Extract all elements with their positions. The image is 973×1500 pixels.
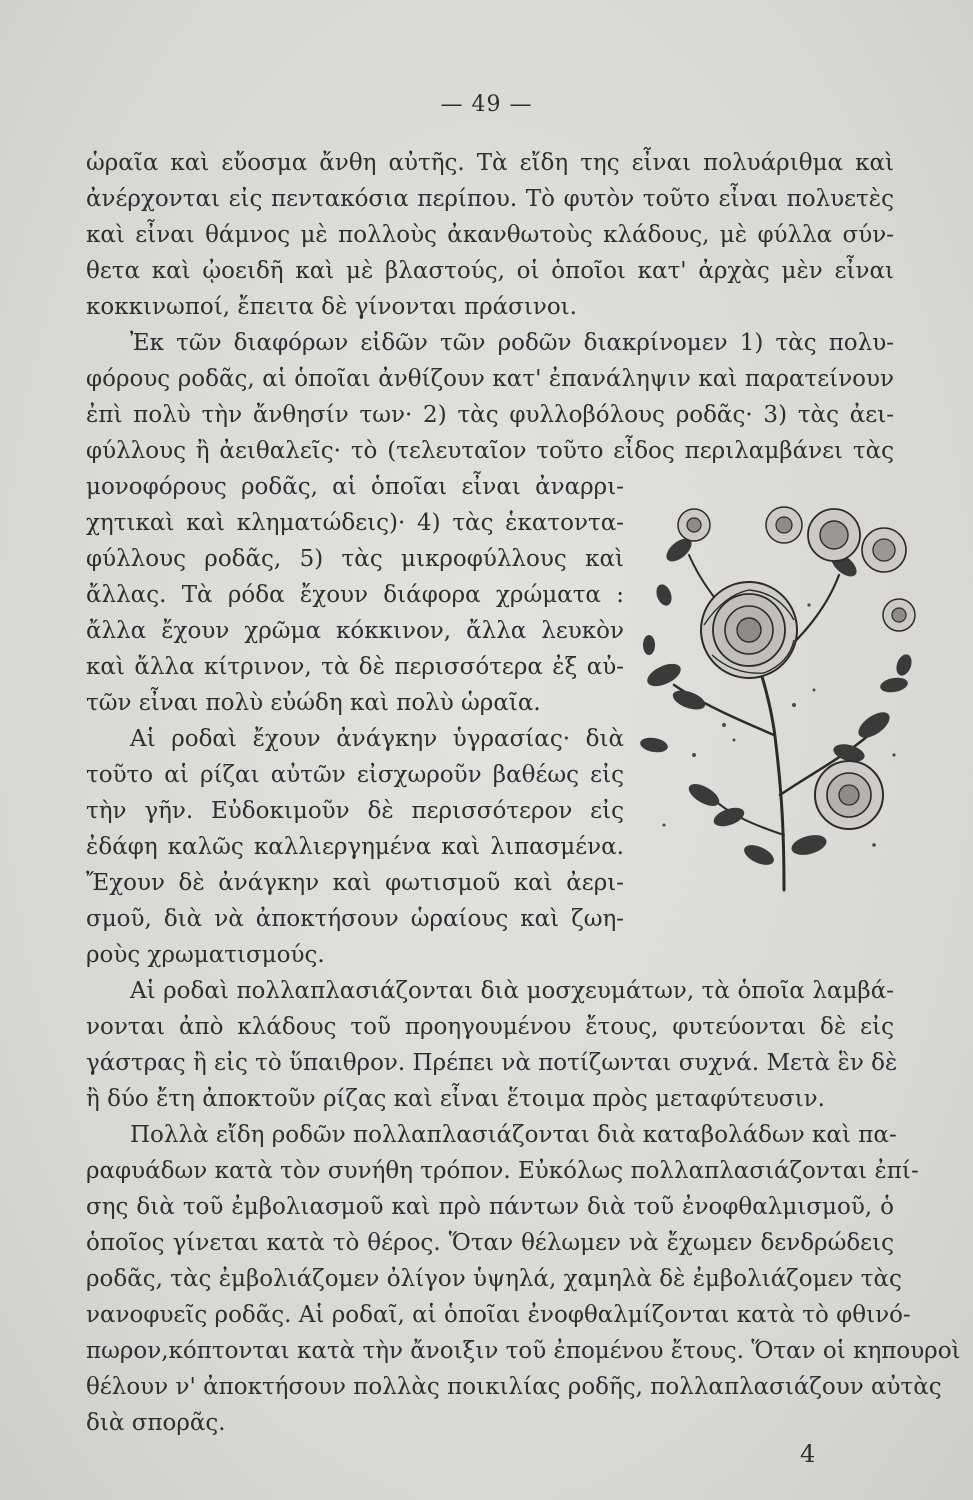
text-line: ὡραῖα καὶ εὔοσμα ἄνθη αὐτῆς. Τὰ εἴδη της εἶναι πολυάριθμα καὶ [86,150,894,176]
text-line: Ἐκ τῶν διαφόρων εἰδῶν τῶν ροδῶν διακρίνομεν 1) τὰς πολυ- [130,330,894,356]
text-line: Αἱ ροδαὶ πολλαπλασιάζονται διὰ μοσχευμάτων, τὰ ὁποῖα λαμβά- [130,978,894,1004]
text-line: χητικαὶ καὶ κληματώδεις)· 4) τὰς ἑκατοντα- [86,510,624,536]
text-line: διὰ σπορᾶς. [86,1410,226,1436]
text-line: ἄλλας. Τὰ ρόδα ἔχουν διάφορα χρώματα : [86,582,624,608]
text-line: θετα καὶ ᾠοειδῆ καὶ μὲ βλαστούς, οἱ ὁποῖοι κατ' ἀρχὰς μὲν εἶναι [86,258,894,284]
text-line: Πολλὰ εἴδη ροδῶν πολλαπλασιάζονται διὰ καταβολάδων καὶ πα- [130,1122,897,1148]
text-line: μονοφόρους ροδᾶς, αἱ ὁποῖαι εἶναι ἀναρρι- [86,474,624,500]
text-line: ἐπὶ πολὺ τὴν ἄνθησίν των· 2) τὰς φυλλοβόλους ροδᾶς· 3) τὰς ἀει- [86,402,894,428]
text-line: φόρους ροδᾶς, αἱ ὁποῖαι ἀνθίζουν κατ' ἐπανάληψιν καὶ παρατείνουν [86,366,894,392]
text-line: Αἱ ροδαὶ ἔχουν ἀνάγκην ὑγρασίας· διὰ [130,726,624,752]
text-line: ροδᾶς, τὰς ἐμβολιάζομεν ὀλίγον ὑψηλά, χαμηλὰ δὲ ἐμβολιάζομεν τὰς [86,1266,902,1292]
page-number: — 49 — [440,92,533,117]
text-line: καὶ ἄλλα κίτρινον, τὰ δὲ περισσότερα ἐξ αὐ- [86,654,624,680]
text-line: νονται ἀπὸ κλάδους τοῦ προηγουμένου ἔτους, φυτεύονται δὲ εἰς [86,1014,894,1040]
text-line: ἢ δύο ἔτη ἀποκτοῦν ρίζας καὶ εἶναι ἕτοιμα πρὸς μεταφύτευσιν. [86,1086,825,1112]
text-line: φύλλους ἢ ἀειθαλεῖς· τὸ (τελευταῖον τοῦτο εἶδος περιλαμβάνει τὰς [86,438,894,464]
text-line: νανοφυεῖς ροδᾶς. Αἱ ροδαῖ, αἱ ὁποῖαι ἐνοφθαλμίζονται κατὰ τὸ φθινό- [86,1302,911,1328]
text-line: τῶν εἶναι πολὺ εὐώδη καὶ πολὺ ὡραῖα. [86,690,541,716]
text-line: σης διὰ τοῦ ἐμβολιασμοῦ καὶ πρὸ πάντων διὰ τοῦ ἐνοφθαλμισμοῦ, ὁ [86,1194,894,1220]
text-line: ραφυάδων κατὰ τὸν συνήθη τρόπον. Εὐκόλως πολλαπλασιάζονται ἐπί- [86,1158,919,1184]
rose-illustration [634,495,922,895]
text-line: τὴν γῆν. Εὐδοκιμοῦν δὲ περισσότερον εἰς [86,798,624,824]
text-line: ὁποῖος γίνεται κατὰ τὸ θέρος. Ὅταν θέλωμεν νὰ ἔχωμεν δενδρώδεις [86,1230,894,1256]
text-line: φύλλους ροδᾶς, 5) τὰς μικροφύλλους καὶ [86,546,624,572]
text-line: ἐδάφη καλῶς καλλιεργημένα καὶ λιπασμένα. [86,834,624,860]
text-line: τοῦτο αἱ ρίζαι αὐτῶν εἰσχωροῦν βαθέως εἰς [86,762,624,788]
text-line: ἀνέρχονται εἰς πεντακόσια περίπου. Τὸ φυτὸν τοῦτο εἶναι πολυετὲς [86,186,894,212]
text-line: σμοῦ, διὰ νὰ ἀποκτήσουν ὡραίους καὶ ζωη- [86,906,624,932]
text-line: ἄλλα ἔχουν χρῶμα κόκκινον, ἄλλα λευκὸν [86,618,624,644]
text-line: καὶ εἶναι θάμνος μὲ πολλοὺς ἀκανθωτοὺς κλάδους, μὲ φύλλα σύν- [86,222,894,248]
text-line: ροὺς χρωματισμούς. [86,942,325,968]
text-line: Ἔχουν δὲ ἀνάγκην καὶ φωτισμοῦ καὶ ἀερι- [86,870,624,896]
text-line: γάστρας ἢ εἰς τὸ ὕπαιθρον. Πρέπει νὰ ποτίζωνται συχνά. Μετὰ ἓν δὲ [86,1050,898,1076]
text-line: πωρον,κόπτονται κατὰ τὴν ἄνοιξιν τοῦ ἐπομένου ἔτους. Ὅταν οἱ κηπουροὶ [86,1338,961,1364]
text-line: θέλουν ν' ἀποκτήσουν πολλὰς ποικιλίας ροδῆς, πολλαπλασιάζουν αὐτὰς [86,1374,942,1400]
text-line: κοκκινωποί, ἔπειτα δὲ γίνονται πράσινοι. [86,294,577,320]
signature-mark: 4 [800,1440,816,1468]
